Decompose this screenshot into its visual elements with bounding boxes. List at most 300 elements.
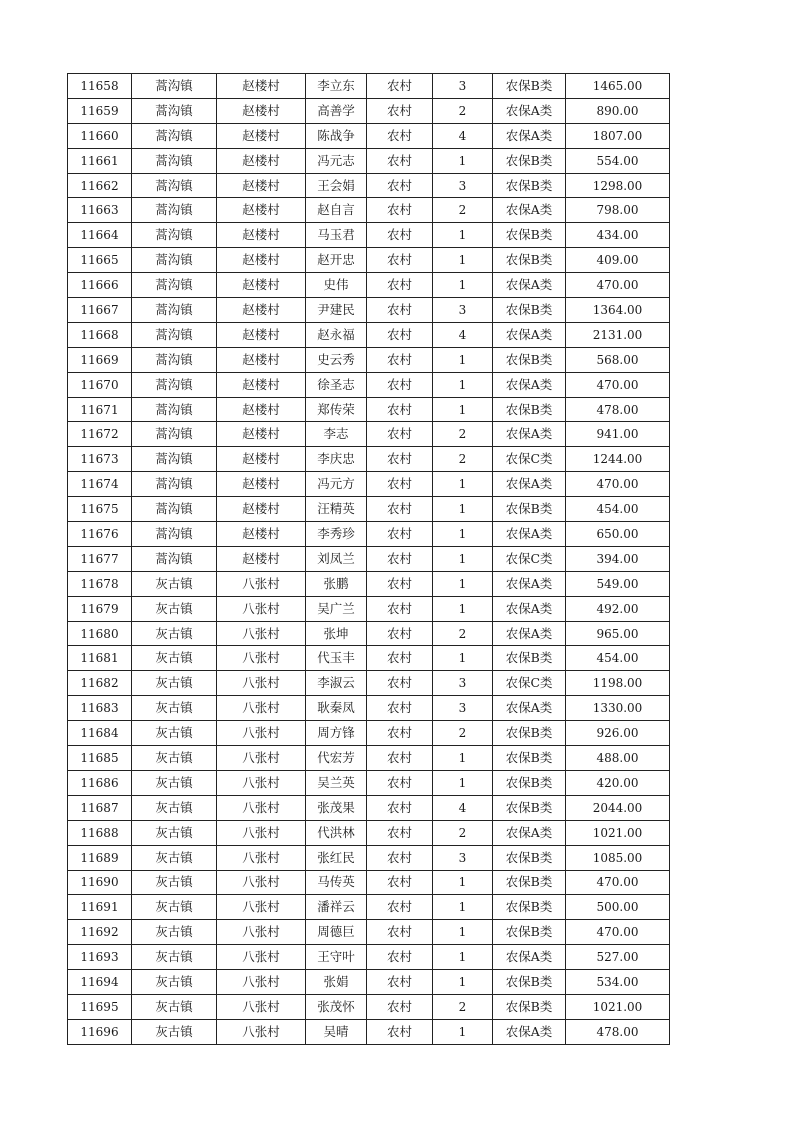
cell-category: 农保B类	[493, 248, 566, 273]
cell-town: 蒿沟镇	[132, 546, 217, 571]
table-row	[68, 397, 670, 422]
cell-village: 八张村	[217, 571, 306, 596]
table-row	[68, 746, 670, 771]
cell-serial-number: 11659	[68, 98, 132, 123]
cell-village: 八张村	[217, 820, 306, 845]
cell-category: 农保B类	[493, 173, 566, 198]
cell-town: 灰古镇	[132, 895, 217, 920]
cell-town: 灰古镇	[132, 870, 217, 895]
cell-member-count: 4	[433, 322, 493, 347]
cell-household-type: 农村	[367, 223, 433, 248]
cell-household-type: 农村	[367, 472, 433, 497]
cell-household-type: 农村	[367, 74, 433, 99]
cell-amount: 1244.00	[566, 447, 670, 472]
cell-amount: 470.00	[566, 273, 670, 298]
cell-amount: 1807.00	[566, 123, 670, 148]
cell-name: 张红民	[306, 845, 367, 870]
cell-serial-number: 11667	[68, 298, 132, 323]
cell-serial-number: 11665	[68, 248, 132, 273]
table-row	[68, 223, 670, 248]
cell-household-type: 农村	[367, 148, 433, 173]
cell-serial-number: 11691	[68, 895, 132, 920]
table-row	[68, 770, 670, 795]
table-row	[68, 994, 670, 1019]
table-row	[68, 198, 670, 223]
cell-member-count: 1	[433, 347, 493, 372]
cell-serial-number: 11695	[68, 994, 132, 1019]
cell-member-count: 1	[433, 546, 493, 571]
table-row	[68, 721, 670, 746]
cell-serial-number: 11658	[68, 74, 132, 99]
cell-name: 吴广兰	[306, 596, 367, 621]
cell-town: 蒿沟镇	[132, 148, 217, 173]
cell-village: 赵楼村	[217, 372, 306, 397]
cell-amount: 478.00	[566, 1019, 670, 1044]
cell-category: 农保A类	[493, 1019, 566, 1044]
cell-household-type: 农村	[367, 497, 433, 522]
cell-name: 马玉君	[306, 223, 367, 248]
cell-member-count: 1	[433, 1019, 493, 1044]
cell-category: 农保A类	[493, 472, 566, 497]
cell-member-count: 1	[433, 397, 493, 422]
cell-name: 张娟	[306, 970, 367, 995]
cell-amount: 1085.00	[566, 845, 670, 870]
cell-serial-number: 11692	[68, 920, 132, 945]
cell-town: 灰古镇	[132, 621, 217, 646]
cell-town: 灰古镇	[132, 596, 217, 621]
cell-village: 赵楼村	[217, 223, 306, 248]
cell-category: 农保B类	[493, 845, 566, 870]
cell-amount: 1330.00	[566, 696, 670, 721]
cell-village: 八张村	[217, 770, 306, 795]
table-row	[68, 895, 670, 920]
cell-member-count: 1	[433, 472, 493, 497]
cell-category: 农保A类	[493, 945, 566, 970]
cell-town: 灰古镇	[132, 795, 217, 820]
cell-name: 史伟	[306, 273, 367, 298]
cell-village: 八张村	[217, 646, 306, 671]
table-row	[68, 497, 670, 522]
cell-household-type: 农村	[367, 596, 433, 621]
cell-village: 赵楼村	[217, 422, 306, 447]
cell-amount: 454.00	[566, 646, 670, 671]
cell-name: 张茂果	[306, 795, 367, 820]
cell-member-count: 1	[433, 248, 493, 273]
cell-member-count: 4	[433, 795, 493, 820]
cell-village: 赵楼村	[217, 248, 306, 273]
table-row	[68, 646, 670, 671]
cell-member-count: 4	[433, 123, 493, 148]
cell-member-count: 2	[433, 621, 493, 646]
cell-name: 刘凤兰	[306, 546, 367, 571]
cell-household-type: 农村	[367, 298, 433, 323]
cell-village: 赵楼村	[217, 123, 306, 148]
table-row	[68, 173, 670, 198]
cell-household-type: 农村	[367, 770, 433, 795]
cell-serial-number: 11694	[68, 970, 132, 995]
cell-town: 灰古镇	[132, 746, 217, 771]
cell-town: 灰古镇	[132, 671, 217, 696]
cell-village: 八张村	[217, 1019, 306, 1044]
cell-village: 赵楼村	[217, 98, 306, 123]
table-row	[68, 522, 670, 547]
cell-serial-number: 11684	[68, 721, 132, 746]
cell-household-type: 农村	[367, 994, 433, 1019]
cell-serial-number: 11666	[68, 273, 132, 298]
cell-member-count: 2	[433, 820, 493, 845]
cell-member-count: 1	[433, 522, 493, 547]
cell-member-count: 3	[433, 298, 493, 323]
cell-village: 赵楼村	[217, 522, 306, 547]
cell-category: 农保B类	[493, 920, 566, 945]
cell-town: 灰古镇	[132, 945, 217, 970]
table-row	[68, 347, 670, 372]
table-row	[68, 74, 670, 99]
cell-household-type: 农村	[367, 98, 433, 123]
cell-member-count: 1	[433, 273, 493, 298]
cell-category: 农保A类	[493, 696, 566, 721]
cell-serial-number: 11660	[68, 123, 132, 148]
cell-town: 蒿沟镇	[132, 397, 217, 422]
table-row	[68, 248, 670, 273]
cell-amount: 500.00	[566, 895, 670, 920]
cell-name: 李志	[306, 422, 367, 447]
cell-serial-number: 11663	[68, 198, 132, 223]
cell-category: 农保B类	[493, 497, 566, 522]
cell-name: 李淑云	[306, 671, 367, 696]
cell-amount: 409.00	[566, 248, 670, 273]
cell-name: 冯元方	[306, 472, 367, 497]
table-row	[68, 273, 670, 298]
cell-category: 农保C类	[493, 546, 566, 571]
cell-town: 蒿沟镇	[132, 298, 217, 323]
cell-serial-number: 11679	[68, 596, 132, 621]
cell-serial-number: 11678	[68, 571, 132, 596]
cell-name: 王会娟	[306, 173, 367, 198]
cell-household-type: 农村	[367, 621, 433, 646]
cell-category: 农保B类	[493, 646, 566, 671]
cell-town: 蒿沟镇	[132, 347, 217, 372]
cell-name: 潘祥云	[306, 895, 367, 920]
cell-household-type: 农村	[367, 347, 433, 372]
cell-name: 尹建民	[306, 298, 367, 323]
cell-household-type: 农村	[367, 447, 433, 472]
cell-village: 赵楼村	[217, 322, 306, 347]
cell-amount: 1021.00	[566, 820, 670, 845]
cell-member-count: 2	[433, 198, 493, 223]
cell-category: 农保A类	[493, 123, 566, 148]
cell-amount: 488.00	[566, 746, 670, 771]
cell-village: 赵楼村	[217, 347, 306, 372]
cell-town: 蒿沟镇	[132, 223, 217, 248]
cell-member-count: 1	[433, 646, 493, 671]
cell-category: 农保A类	[493, 820, 566, 845]
cell-member-count: 2	[433, 98, 493, 123]
cell-member-count: 3	[433, 845, 493, 870]
cell-category: 农保B类	[493, 970, 566, 995]
cell-category: 农保C类	[493, 671, 566, 696]
table-row	[68, 447, 670, 472]
cell-name: 周方锋	[306, 721, 367, 746]
cell-name: 李秀珍	[306, 522, 367, 547]
cell-amount: 434.00	[566, 223, 670, 248]
table-row	[68, 920, 670, 945]
cell-household-type: 农村	[367, 372, 433, 397]
cell-town: 灰古镇	[132, 970, 217, 995]
cell-member-count: 1	[433, 596, 493, 621]
cell-amount: 470.00	[566, 920, 670, 945]
cell-household-type: 农村	[367, 746, 433, 771]
cell-serial-number: 11668	[68, 322, 132, 347]
cell-town: 蒿沟镇	[132, 273, 217, 298]
cell-household-type: 农村	[367, 322, 433, 347]
cell-town: 蒿沟镇	[132, 173, 217, 198]
cell-serial-number: 11680	[68, 621, 132, 646]
cell-category: 农保B类	[493, 298, 566, 323]
cell-amount: 2131.00	[566, 322, 670, 347]
cell-category: 农保A类	[493, 98, 566, 123]
cell-town: 灰古镇	[132, 571, 217, 596]
cell-village: 赵楼村	[217, 472, 306, 497]
cell-village: 赵楼村	[217, 173, 306, 198]
cell-amount: 470.00	[566, 372, 670, 397]
table-row	[68, 870, 670, 895]
cell-village: 八张村	[217, 696, 306, 721]
table-row	[68, 970, 670, 995]
cell-household-type: 农村	[367, 1019, 433, 1044]
cell-village: 八张村	[217, 721, 306, 746]
cell-serial-number: 11664	[68, 223, 132, 248]
cell-village: 八张村	[217, 920, 306, 945]
cell-amount: 394.00	[566, 546, 670, 571]
table-row	[68, 845, 670, 870]
cell-category: 农保B类	[493, 223, 566, 248]
cell-name: 赵开忠	[306, 248, 367, 273]
cell-household-type: 农村	[367, 721, 433, 746]
cell-household-type: 农村	[367, 646, 433, 671]
cell-name: 张鹏	[306, 571, 367, 596]
cell-amount: 492.00	[566, 596, 670, 621]
cell-member-count: 3	[433, 173, 493, 198]
cell-name: 赵永福	[306, 322, 367, 347]
cell-household-type: 农村	[367, 945, 433, 970]
cell-household-type: 农村	[367, 795, 433, 820]
cell-household-type: 农村	[367, 198, 433, 223]
cell-category: 农保A类	[493, 522, 566, 547]
cell-village: 八张村	[217, 596, 306, 621]
cell-member-count: 1	[433, 970, 493, 995]
cell-amount: 527.00	[566, 945, 670, 970]
cell-serial-number: 11662	[68, 173, 132, 198]
cell-member-count: 3	[433, 74, 493, 99]
cell-name: 郑传荣	[306, 397, 367, 422]
cell-amount: 568.00	[566, 347, 670, 372]
cell-member-count: 1	[433, 945, 493, 970]
cell-town: 蒿沟镇	[132, 322, 217, 347]
cell-serial-number: 11681	[68, 646, 132, 671]
table-row	[68, 148, 670, 173]
cell-serial-number: 11696	[68, 1019, 132, 1044]
cell-name: 周德巨	[306, 920, 367, 945]
cell-name: 李立东	[306, 74, 367, 99]
cell-town: 蒿沟镇	[132, 472, 217, 497]
cell-category: 农保B类	[493, 721, 566, 746]
cell-town: 灰古镇	[132, 770, 217, 795]
cell-name: 代洪林	[306, 820, 367, 845]
cell-member-count: 3	[433, 671, 493, 696]
cell-member-count: 3	[433, 696, 493, 721]
cell-member-count: 1	[433, 895, 493, 920]
cell-name: 吴晴	[306, 1019, 367, 1044]
cell-town: 灰古镇	[132, 994, 217, 1019]
cell-town: 蒿沟镇	[132, 447, 217, 472]
cell-serial-number: 11688	[68, 820, 132, 845]
cell-category: 农保A类	[493, 422, 566, 447]
cell-town: 蒿沟镇	[132, 372, 217, 397]
cell-village: 八张村	[217, 671, 306, 696]
cell-village: 赵楼村	[217, 447, 306, 472]
cell-household-type: 农村	[367, 248, 433, 273]
table-row	[68, 298, 670, 323]
cell-name: 史云秀	[306, 347, 367, 372]
cell-amount: 890.00	[566, 98, 670, 123]
cell-category: 农保A类	[493, 596, 566, 621]
cell-member-count: 1	[433, 223, 493, 248]
cell-name: 汪精英	[306, 497, 367, 522]
cell-village: 赵楼村	[217, 546, 306, 571]
cell-name: 李庆忠	[306, 447, 367, 472]
cell-town: 蒿沟镇	[132, 74, 217, 99]
cell-category: 农保B类	[493, 770, 566, 795]
cell-serial-number: 11690	[68, 870, 132, 895]
cell-name: 马传英	[306, 870, 367, 895]
cell-village: 八张村	[217, 945, 306, 970]
cell-town: 灰古镇	[132, 721, 217, 746]
table-row	[68, 546, 670, 571]
cell-village: 赵楼村	[217, 74, 306, 99]
cell-serial-number: 11661	[68, 148, 132, 173]
cell-amount: 798.00	[566, 198, 670, 223]
table-row	[68, 1019, 670, 1044]
cell-household-type: 农村	[367, 820, 433, 845]
cell-village: 赵楼村	[217, 397, 306, 422]
cell-town: 蒿沟镇	[132, 522, 217, 547]
cell-serial-number: 11682	[68, 671, 132, 696]
cell-serial-number: 11683	[68, 696, 132, 721]
cell-household-type: 农村	[367, 273, 433, 298]
cell-member-count: 1	[433, 571, 493, 596]
cell-town: 蒿沟镇	[132, 422, 217, 447]
cell-category: 农保B类	[493, 74, 566, 99]
cell-amount: 2044.00	[566, 795, 670, 820]
cell-amount: 1021.00	[566, 994, 670, 1019]
cell-household-type: 农村	[367, 671, 433, 696]
cell-village: 八张村	[217, 621, 306, 646]
cell-town: 灰古镇	[132, 820, 217, 845]
cell-amount: 926.00	[566, 721, 670, 746]
table-row	[68, 671, 670, 696]
cell-amount: 554.00	[566, 148, 670, 173]
cell-name: 徐圣志	[306, 372, 367, 397]
table-row	[68, 472, 670, 497]
cell-category: 农保B类	[493, 870, 566, 895]
cell-name: 张坤	[306, 621, 367, 646]
cell-serial-number: 11671	[68, 397, 132, 422]
cell-category: 农保C类	[493, 447, 566, 472]
table-row	[68, 596, 670, 621]
data-table	[67, 73, 670, 1045]
cell-name: 张茂怀	[306, 994, 367, 1019]
cell-household-type: 农村	[367, 397, 433, 422]
cell-amount: 1364.00	[566, 298, 670, 323]
cell-serial-number: 11689	[68, 845, 132, 870]
cell-serial-number: 11674	[68, 472, 132, 497]
cell-category: 农保B类	[493, 895, 566, 920]
cell-household-type: 农村	[367, 422, 433, 447]
cell-household-type: 农村	[367, 571, 433, 596]
cell-name: 吴兰英	[306, 770, 367, 795]
cell-amount: 534.00	[566, 970, 670, 995]
cell-name: 高善学	[306, 98, 367, 123]
cell-amount: 549.00	[566, 571, 670, 596]
cell-amount: 1465.00	[566, 74, 670, 99]
cell-name: 代玉丰	[306, 646, 367, 671]
cell-name: 赵自言	[306, 198, 367, 223]
cell-household-type: 农村	[367, 920, 433, 945]
cell-serial-number: 11686	[68, 770, 132, 795]
cell-village: 赵楼村	[217, 273, 306, 298]
cell-household-type: 农村	[367, 173, 433, 198]
cell-category: 农保B类	[493, 795, 566, 820]
cell-household-type: 农村	[367, 522, 433, 547]
cell-amount: 420.00	[566, 770, 670, 795]
cell-serial-number: 11669	[68, 347, 132, 372]
cell-name: 陈战争	[306, 123, 367, 148]
cell-village: 八张村	[217, 795, 306, 820]
cell-member-count: 2	[433, 422, 493, 447]
table-row	[68, 696, 670, 721]
cell-amount: 650.00	[566, 522, 670, 547]
cell-name: 耿秦凤	[306, 696, 367, 721]
cell-category: 农保A类	[493, 198, 566, 223]
cell-category: 农保A类	[493, 322, 566, 347]
table-row	[68, 621, 670, 646]
cell-household-type: 农村	[367, 845, 433, 870]
cell-category: 农保B类	[493, 994, 566, 1019]
cell-member-count: 1	[433, 920, 493, 945]
table-row	[68, 98, 670, 123]
cell-village: 赵楼村	[217, 148, 306, 173]
cell-household-type: 农村	[367, 123, 433, 148]
cell-category: 农保A类	[493, 621, 566, 646]
cell-serial-number: 11676	[68, 522, 132, 547]
cell-town: 蒿沟镇	[132, 248, 217, 273]
cell-town: 灰古镇	[132, 845, 217, 870]
cell-category: 农保A类	[493, 571, 566, 596]
cell-town: 灰古镇	[132, 696, 217, 721]
cell-serial-number: 11693	[68, 945, 132, 970]
table-row	[68, 571, 670, 596]
cell-member-count: 2	[433, 721, 493, 746]
cell-serial-number: 11675	[68, 497, 132, 522]
cell-member-count: 1	[433, 770, 493, 795]
cell-serial-number: 11672	[68, 422, 132, 447]
cell-amount: 470.00	[566, 472, 670, 497]
cell-household-type: 农村	[367, 895, 433, 920]
cell-member-count: 2	[433, 994, 493, 1019]
cell-household-type: 农村	[367, 970, 433, 995]
cell-household-type: 农村	[367, 546, 433, 571]
